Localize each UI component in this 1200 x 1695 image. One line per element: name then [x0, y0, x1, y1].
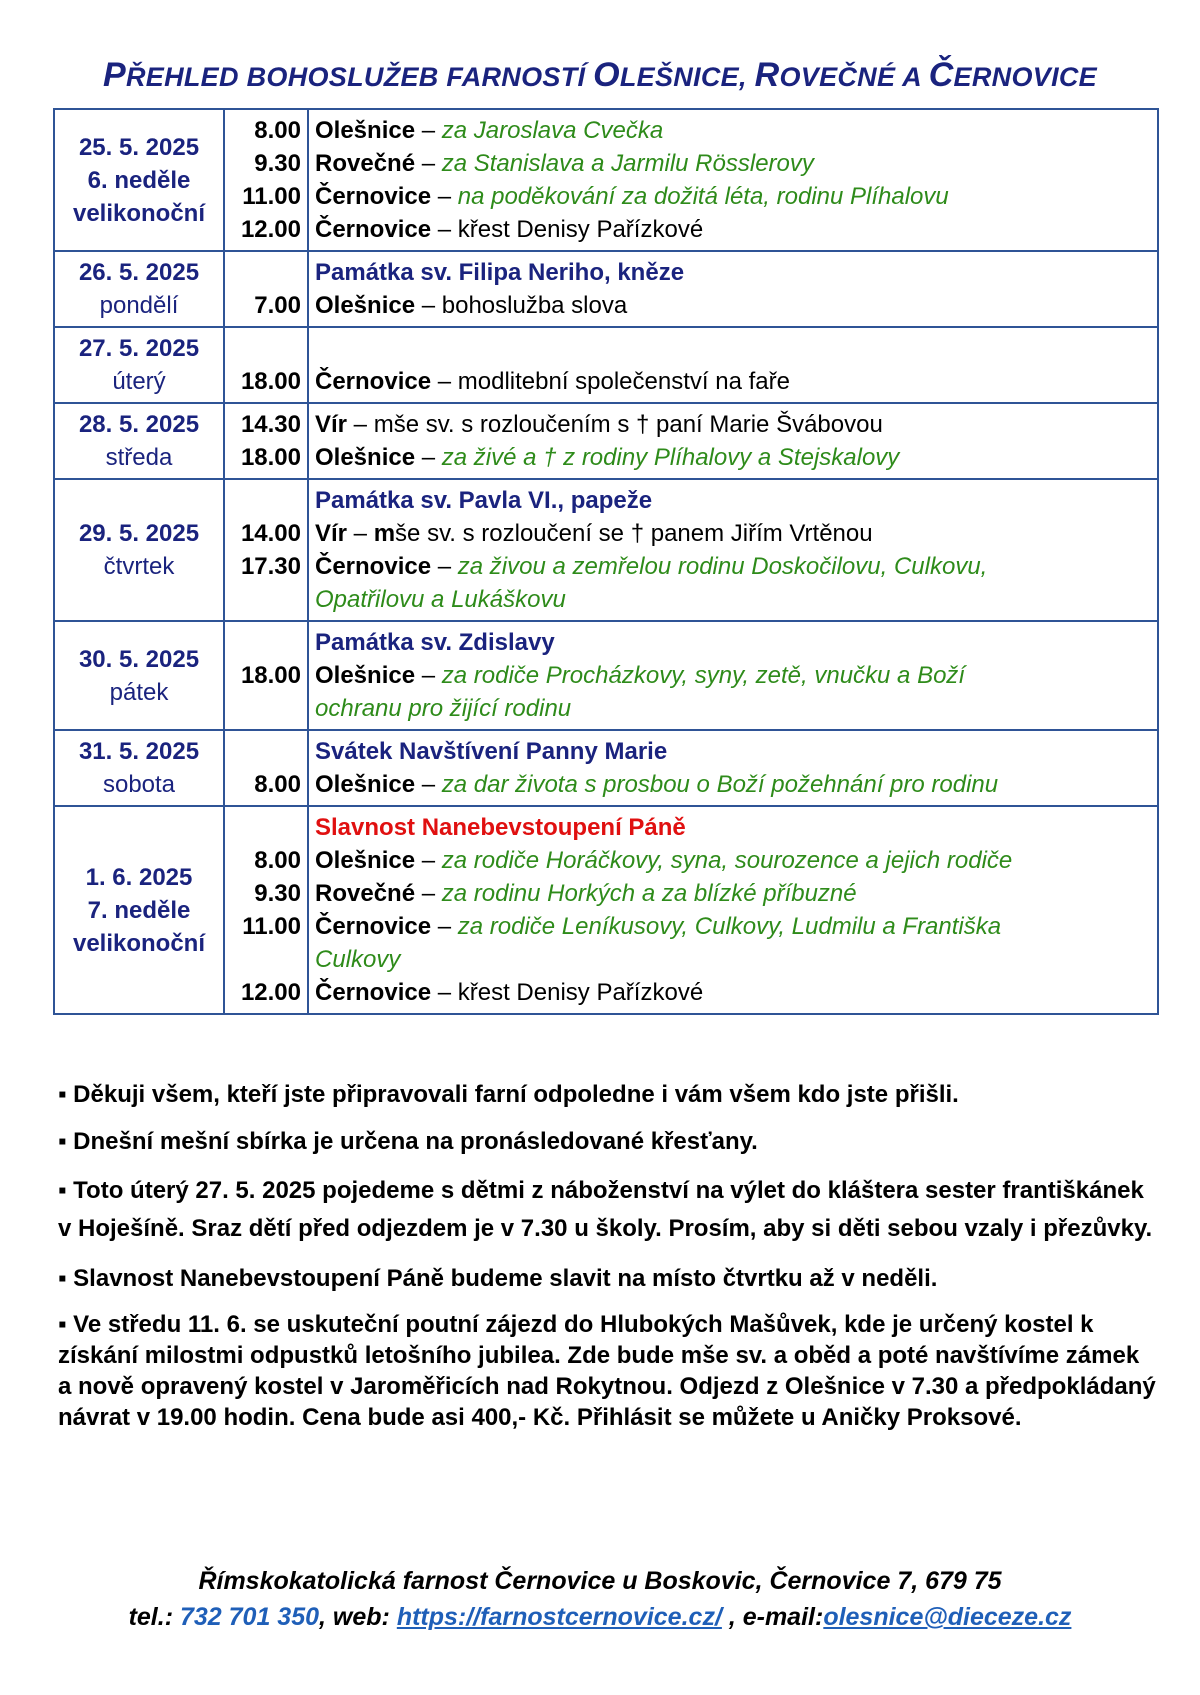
entry [315, 768, 1151, 801]
entry [315, 659, 1151, 692]
sep: – [347, 520, 374, 547]
spacer [231, 943, 301, 976]
entry-cell [308, 621, 1158, 730]
entry [315, 844, 1151, 877]
entry-cell [308, 730, 1158, 806]
intention: mše sv. s rozloučením s † paní Marie Švábovou [373, 411, 883, 438]
footer [0, 1563, 1200, 1635]
time: 18.00 [240, 368, 301, 395]
time-cell [224, 621, 308, 730]
time-cell [224, 109, 308, 251]
day-name: 7. neděle [87, 896, 191, 924]
place: Černovice [315, 553, 432, 580]
place: Vír [315, 520, 348, 547]
sep: – [415, 292, 442, 319]
time-cell [224, 251, 308, 327]
entry [315, 877, 1151, 910]
place: Černovice [315, 979, 432, 1006]
time: 11.00 [242, 183, 301, 210]
time: 18.00 [240, 444, 301, 471]
title-part: OVEČNÉ A [779, 62, 929, 92]
time-cell [224, 327, 308, 403]
place: Olešnice [315, 771, 416, 798]
time: 11.00 [242, 913, 301, 940]
intention: še sv. s rozloučení se † panem Jiřím Vrtěnou [395, 520, 873, 547]
table-row [54, 403, 1158, 479]
page-title [0, 56, 1200, 95]
entry [315, 408, 1151, 441]
day-name: 6. neděle [87, 166, 191, 194]
entry-cell [308, 403, 1158, 479]
time: 9.30 [254, 150, 301, 177]
email-label: , e-mail: [721, 1603, 824, 1631]
date-cell [54, 327, 224, 403]
place: Vír [315, 411, 348, 438]
time: 17.30 [240, 553, 301, 580]
title-part: LEŠNICE, [619, 62, 755, 92]
time: 12.00 [240, 216, 301, 243]
sep: – [415, 150, 442, 177]
date-cell [54, 479, 224, 621]
date: 30. 5. 2025 [78, 645, 200, 673]
date: 27. 5. 2025 [78, 335, 200, 362]
phone-number[interactable]: 732 701 350 [179, 1603, 320, 1631]
sep: – [415, 847, 442, 874]
date-cell [54, 730, 224, 806]
table-row [54, 109, 1158, 251]
intention: za Jaroslava Cvečka [441, 117, 664, 144]
entry [315, 180, 1151, 213]
intention: za Stanislava a Jarmilu Rösslerovy [441, 150, 814, 177]
title-part: O [593, 56, 620, 94]
intention: modlitební společenství na faře [457, 368, 790, 395]
entry [315, 550, 1151, 583]
place: Olešnice [315, 292, 416, 319]
sep: – [431, 368, 458, 395]
title-part: P [103, 56, 126, 94]
announcement: ▪ Děkuji všem, kteří jste připravovali farní odpoledne i vám všem kdo jste přišli. [58, 1081, 959, 1108]
entry [315, 441, 1151, 474]
place: Olešnice [315, 847, 416, 874]
time: 9.30 [254, 880, 301, 907]
place: Olešnice [315, 444, 416, 471]
table-row [54, 251, 1158, 327]
intention-continued: Opatřilovu a Lukáškovu [315, 586, 566, 613]
time-cell [224, 479, 308, 621]
day-name: sobota [102, 771, 176, 798]
place: Olešnice [315, 662, 416, 689]
intention: za živou a zemřelou rodinu Doskočilovu, Culkovu, [457, 553, 988, 580]
date: 26. 5. 2025 [78, 259, 200, 286]
day-name: velikonoční [72, 199, 206, 227]
spacer [315, 332, 1151, 365]
day-name: středa [105, 444, 173, 471]
title-part: ŘEHLED BOHOSLUŽEB FARNOSTÍ [125, 62, 594, 92]
feast-title: Památka sv. Zdislavy [315, 629, 555, 656]
sep: – [431, 183, 458, 210]
date-cell [54, 621, 224, 730]
email-link[interactable]: olesnice@dieceze.cz [823, 1603, 1072, 1631]
place: Rovečné [315, 150, 416, 177]
entry [315, 114, 1151, 147]
place: Černovice [315, 368, 432, 395]
entry [315, 910, 1151, 943]
date: 25. 5. 2025 [78, 133, 200, 161]
intention: za rodiče Leníkusovy, Culkovy, Ludmilu a Františka [457, 913, 1002, 940]
announcement: ▪ Slavnost Nanebevstoupení Páně budeme slavit na místo čtvrtku až v neděli. [58, 1265, 938, 1292]
place: Černovice [315, 183, 432, 210]
web-label: , web: [319, 1603, 397, 1631]
announcements [58, 1078, 1158, 1447]
title-part: R [754, 56, 780, 94]
time: 18.00 [240, 662, 301, 689]
sep: – [431, 553, 458, 580]
title-part: Č [928, 56, 954, 94]
entry [315, 976, 1151, 1009]
sep: – [415, 880, 442, 907]
sep: – [431, 913, 458, 940]
intention: za živé a † z rodiny Plíhalovy a Stejskalovy [441, 444, 900, 471]
entry-cell [308, 109, 1158, 251]
intention: křest Denisy Pařízkové [457, 979, 704, 1006]
feast-title: Památka sv. Filipa Neriho, kněze [315, 259, 685, 286]
parish-address: Římskokatolická farnost Černovice u Boskovic, Černovice 7, 679 75 [198, 1567, 1002, 1595]
date: 31. 5. 2025 [78, 738, 200, 765]
date-cell [54, 806, 224, 1014]
entry-cell [308, 806, 1158, 1014]
date-cell [54, 403, 224, 479]
date: 29. 5. 2025 [78, 520, 200, 547]
sep: – [347, 411, 374, 438]
table-row [54, 327, 1158, 403]
time-cell [224, 806, 308, 1014]
intention: za rodiče Procházkovy, syny, zetě, vnučku a Boží [441, 662, 966, 689]
time: 8.00 [254, 117, 301, 144]
intention: za dar života s prosbou o Boží požehnání pro rodinu [441, 771, 999, 798]
place: Černovice [315, 216, 432, 243]
day-name: pátek [109, 678, 169, 706]
place: Rovečné [315, 880, 416, 907]
time: 12.00 [240, 979, 301, 1006]
intention: křest Denisy Pařízkové [457, 216, 704, 243]
intention-bold: m [373, 520, 396, 547]
time: 8.00 [254, 771, 301, 798]
sep: – [431, 979, 458, 1006]
entry [315, 365, 1151, 398]
day-name: pondělí [99, 292, 179, 319]
sep: – [431, 216, 458, 243]
announcement: ▪ Dnešní mešní sbírka je určena na pronásledované křesťany. [58, 1128, 758, 1155]
intention: za rodiče Horáčkovy, syna, sourozence a jejich rodiče [441, 847, 1013, 874]
date-cell [54, 109, 224, 251]
schedule-table [53, 108, 1159, 1015]
entry [315, 289, 1151, 322]
sep: – [415, 771, 442, 798]
intention: za rodinu Horkých a za blízké příbuzné [441, 880, 857, 907]
sep: – [415, 662, 442, 689]
sep: – [415, 117, 442, 144]
intention-continued: Culkovy [315, 946, 401, 973]
date: 28. 5. 2025 [78, 411, 200, 438]
feast-title: Památka sv. Pavla VI., papeže [315, 487, 653, 514]
title-part: ERNOVICE [953, 62, 1097, 92]
tel-label: tel.: [128, 1603, 180, 1631]
entry-cell [308, 327, 1158, 403]
feast-title: Slavnost Nanebevstoupení Páně [315, 814, 686, 841]
time-cell [224, 403, 308, 479]
announcement: ▪ Toto úterý 27. 5. 2025 pojedeme s dětmi z náboženství na výlet do kláštera sester františkánek v Hoješíně. Sraz dětí před odjezdem je v 7.30 u školy. Prosím, aby si děti sebou vzaly i přezůvky. [58, 1177, 1153, 1242]
contact-line [0, 1599, 1200, 1635]
place: Černovice [315, 913, 432, 940]
time: 8.00 [254, 847, 301, 874]
date-cell [54, 251, 224, 327]
time: 14.30 [240, 411, 301, 438]
intention: bohoslužba slova [441, 292, 628, 319]
time: 14.00 [240, 520, 301, 547]
intention: na poděkování za dožitá léta, rodinu Plíhalovu [457, 183, 949, 210]
table-row [54, 621, 1158, 730]
day-name: čtvrtek [103, 553, 175, 580]
day-name: úterý [112, 368, 166, 395]
day-name: velikonoční [72, 929, 206, 957]
table-row [54, 730, 1158, 806]
time-cell [224, 730, 308, 806]
feast-title: Svátek Navštívení Panny Marie [315, 738, 668, 765]
table-row [54, 479, 1158, 621]
website-link[interactable]: https://farnostcernovice.cz/ [396, 1603, 722, 1631]
entry-cell [308, 479, 1158, 621]
entry-cell [308, 251, 1158, 327]
sep: – [415, 444, 442, 471]
table-row [54, 806, 1158, 1014]
place: Olešnice [315, 117, 416, 144]
announcement: ▪ Ve středu 11. 6. se uskuteční poutní zájezd do Hlubokých Mašůvek, kde je určený kostel k získání milostmi odpustků letošního jubilea. Zde bude mše sv. a oběd a poté navštívíme zámek a nově opravený kostel v Jaroměřicích nad Rokytnou. Odjezd z Olešnice v 7.30 a předpokládaný návrat v 19.00 hodin. Cena bude asi 400,- Kč. Přihlásit se můžete u Aničky Proksové. [58, 1311, 1156, 1431]
date: 1. 6. 2025 [85, 863, 193, 891]
intention-continued: ochranu pro žijící rodinu [315, 695, 572, 722]
entry [315, 517, 1151, 550]
entry [315, 147, 1151, 180]
time: 7.00 [254, 292, 301, 319]
entry [315, 213, 1151, 246]
